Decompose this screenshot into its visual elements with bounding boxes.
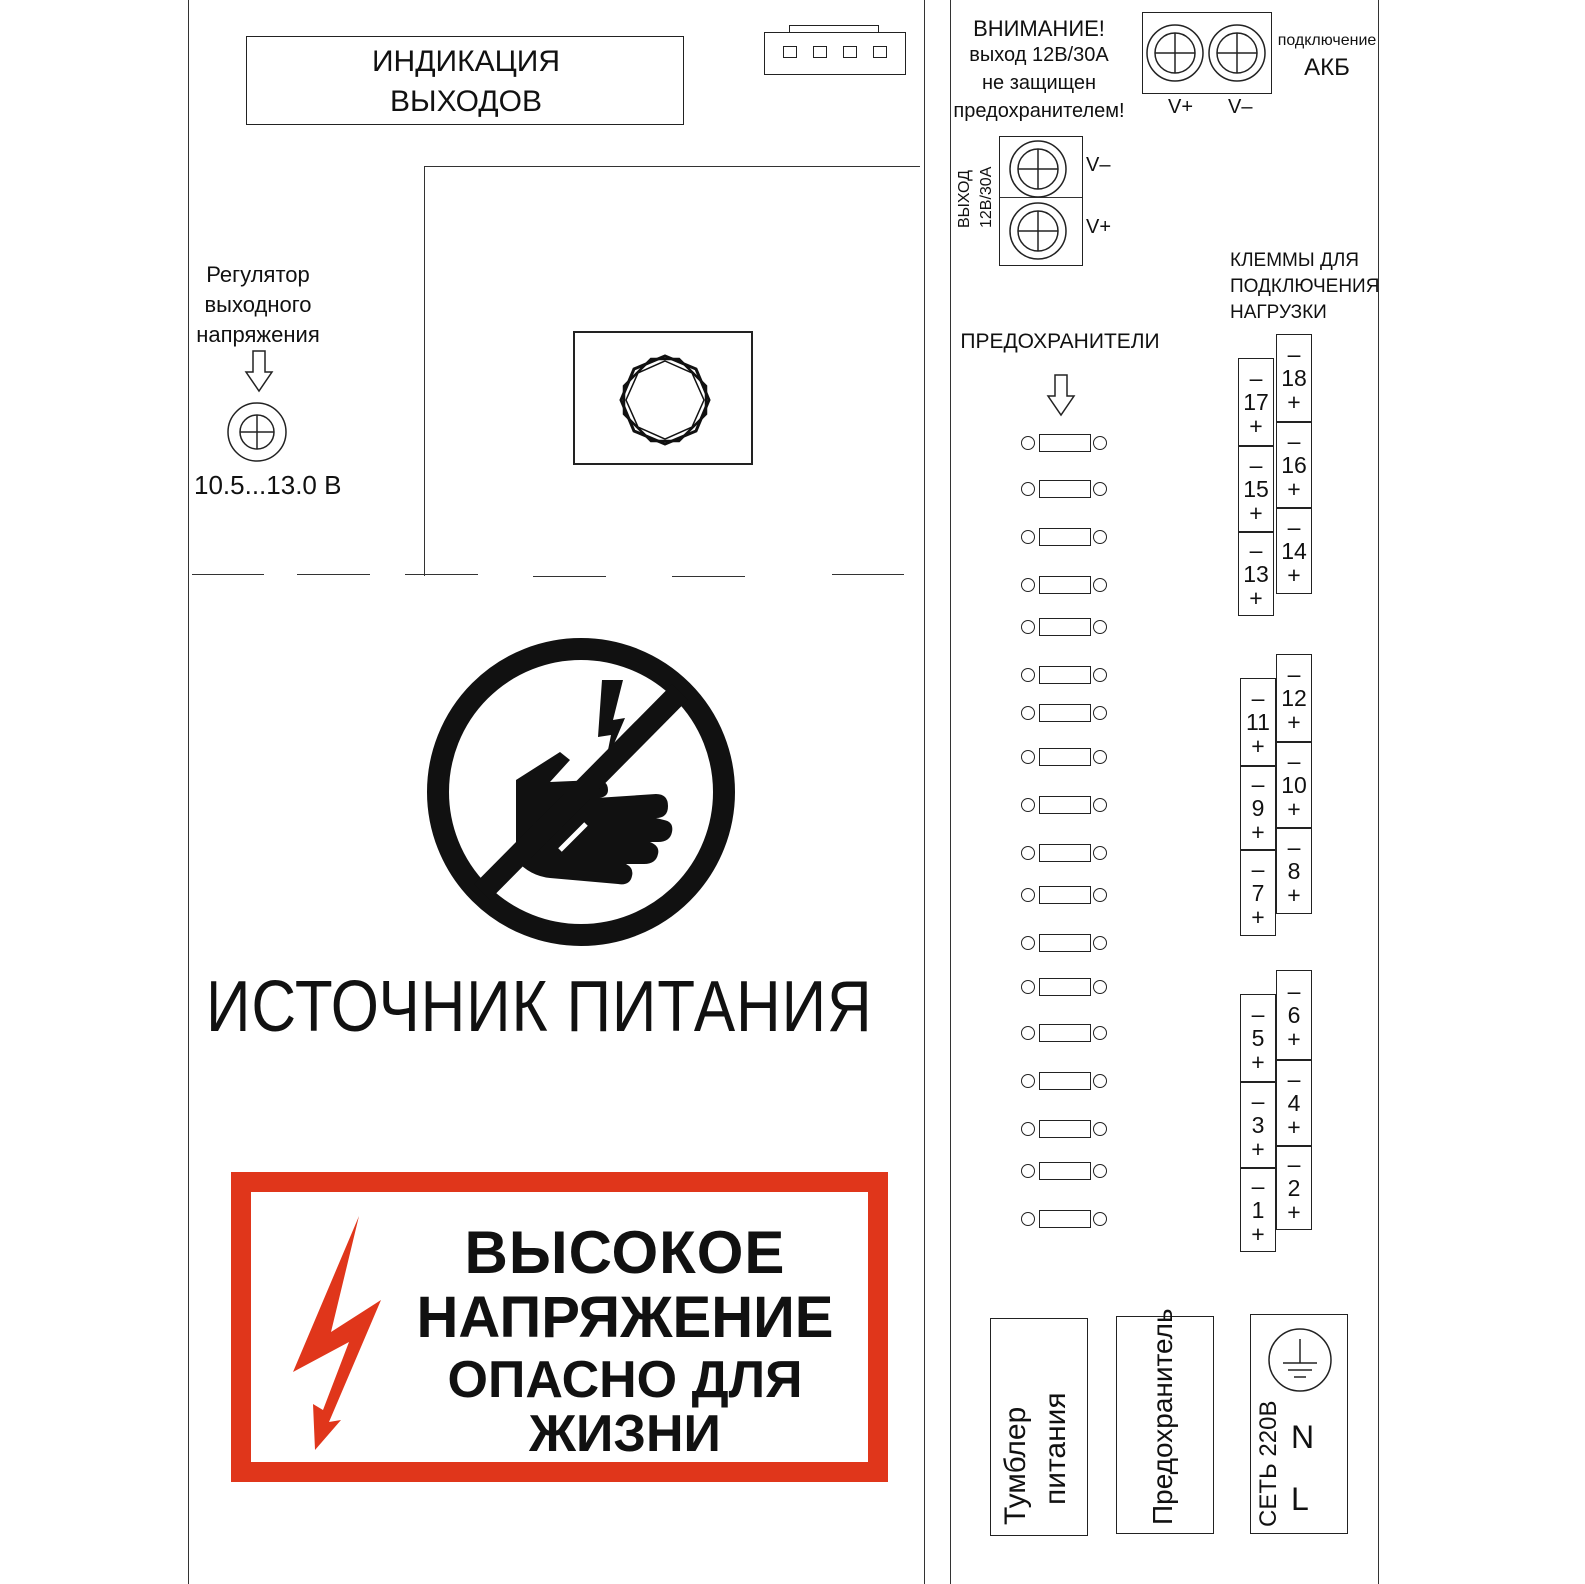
mains-fuse-box[interactable]	[1116, 1308, 1214, 1534]
terminal-number: 13	[1243, 561, 1269, 587]
mains-fuse-label: Предохранитель	[1147, 1308, 1178, 1525]
mains-label: СЕТЬ 220В	[1255, 1400, 1282, 1527]
fuse-contact	[1093, 482, 1107, 496]
load-terminal[interactable]	[1276, 508, 1312, 594]
dash-3	[405, 574, 478, 575]
fuse-body	[1039, 886, 1091, 904]
power-switch-label-line1: Тумблер	[999, 1406, 1032, 1525]
load-terminal[interactable]	[1276, 1060, 1312, 1146]
regulator-label-line1: Регулятор	[206, 262, 310, 287]
terminal-number: 9	[1251, 795, 1265, 821]
terminal-minus-sign: –	[1251, 685, 1265, 711]
fuse-contact	[1093, 1164, 1107, 1178]
output-vminus-label: V–	[1086, 154, 1111, 176]
output-vplus-label: V+	[1086, 216, 1112, 238]
indication-line1: ИНДИКАЦИЯ	[371, 45, 560, 78]
indication-box	[246, 36, 684, 125]
warning-line4: предохранителем!	[953, 100, 1125, 122]
dash-6	[832, 574, 904, 575]
frame-left	[188, 0, 189, 1584]
neutral-label: N	[1291, 1419, 1315, 1455]
terminals-title-line1: КЛЕММЫ ДЛЯ	[1230, 250, 1360, 271]
terminal-number: 14	[1281, 538, 1307, 564]
fuse-contact	[1093, 1212, 1107, 1226]
terminal-plus-sign: +	[1251, 733, 1265, 759]
terminal-minus-sign: –	[1287, 341, 1301, 367]
fuse-holder[interactable]	[1021, 1024, 1111, 1044]
fuse-contact	[1021, 798, 1035, 812]
terminal-minus-sign: –	[1249, 452, 1263, 478]
fuse-contact	[1021, 706, 1035, 720]
fuse-contact	[1093, 888, 1107, 902]
output-label-line1: ВЫХОД	[956, 170, 973, 228]
fuse-body	[1039, 666, 1091, 684]
terminal-number: 5	[1251, 1025, 1265, 1051]
warning-line2: выход 12В/30А	[969, 44, 1109, 66]
fuse-body	[1039, 576, 1091, 594]
fuse-contact	[1021, 1122, 1035, 1136]
load-terminal[interactable]	[1238, 358, 1274, 446]
terminal-plus-sign: +	[1251, 819, 1265, 845]
warning-line3: не защищен	[981, 72, 1097, 94]
terminal-minus-sign: –	[1251, 1173, 1265, 1199]
fuse-holder[interactable]	[1021, 748, 1111, 768]
terminal-plus-sign: +	[1251, 1049, 1265, 1075]
terminal-plus-sign: +	[1287, 882, 1301, 908]
terminal-number: 17	[1243, 389, 1269, 415]
fuse-contact	[1093, 436, 1107, 450]
fuse-contact	[1021, 1164, 1035, 1178]
fuse-contact	[1021, 1212, 1035, 1226]
terminal-number: 18	[1281, 365, 1307, 391]
terminal-minus-sign: –	[1287, 661, 1301, 687]
board-edge-top	[424, 166, 920, 167]
dash-1	[192, 574, 264, 575]
fuse-contact	[1021, 1074, 1035, 1088]
load-terminal[interactable]	[1240, 994, 1276, 1082]
dash-5	[672, 576, 745, 577]
terminal-plus-sign: +	[1251, 1136, 1265, 1162]
fuse-holder[interactable]	[1021, 796, 1111, 816]
terminal-number: 6	[1287, 1002, 1301, 1028]
fuse-holder[interactable]	[1021, 886, 1111, 906]
output-terminal-block	[999, 136, 1083, 266]
regulator-label-line3: напряжения	[196, 322, 320, 347]
terminal-minus-sign: –	[1287, 428, 1301, 454]
battery-vplus-label: V+	[1168, 96, 1194, 118]
fuse-holder[interactable]	[1021, 576, 1111, 596]
terminal-number: 4	[1287, 1090, 1301, 1116]
danger-line1: ВЫСОКОЕ	[464, 1219, 786, 1286]
fuse-contact	[1093, 750, 1107, 764]
fuse-body	[1039, 618, 1091, 636]
power-switch-box[interactable]	[990, 1318, 1088, 1536]
terminal-minus-sign: –	[1249, 365, 1263, 391]
fuse-contact	[1021, 750, 1035, 764]
regulator-label-line2: выходного	[204, 292, 312, 317]
fuse-holder[interactable]	[1021, 480, 1111, 500]
fuse-contact	[1093, 530, 1107, 544]
load-terminal[interactable]	[1276, 654, 1312, 742]
terminal-number: 1	[1251, 1197, 1265, 1223]
terminals-title-line3: НАГРУЗКИ	[1230, 302, 1327, 323]
fuse-holder[interactable]	[1021, 666, 1111, 686]
fuse-body	[1039, 748, 1091, 766]
terminal-minus-sign: –	[1251, 856, 1265, 882]
fuse-body	[1039, 1162, 1091, 1180]
dash-4	[533, 576, 606, 577]
no-touch-sign-icon	[420, 640, 742, 942]
fuse-contact	[1021, 980, 1035, 994]
terminal-minus-sign: –	[1251, 1001, 1265, 1027]
terminal-number: 10	[1281, 772, 1307, 798]
frame-right	[1378, 0, 1379, 1584]
load-terminal[interactable]	[1276, 742, 1312, 828]
regulator-range: 10.5...13.0 В	[194, 470, 342, 500]
terminal-minus-sign: –	[1251, 771, 1265, 797]
fuse-contact	[1093, 798, 1107, 812]
fuses-title: ПРЕДОХРАНИТЕЛИ	[960, 330, 1160, 353]
terminal-minus-sign: –	[1287, 834, 1301, 860]
fuse-contact	[1093, 980, 1107, 994]
fuse-contact	[1021, 1026, 1035, 1040]
terminal-plus-sign: +	[1287, 562, 1301, 588]
fuse-holder[interactable]	[1021, 1120, 1111, 1140]
fuse-body	[1039, 796, 1091, 814]
terminal-number: 16	[1281, 452, 1307, 478]
fuse-contact	[1093, 1122, 1107, 1136]
fuse-contact	[1021, 936, 1035, 950]
terminal-plus-sign: +	[1287, 389, 1301, 415]
load-terminal[interactable]	[1276, 1146, 1312, 1230]
terminal-plus-sign: +	[1287, 476, 1301, 502]
fuse-holder[interactable]	[1021, 1162, 1111, 1182]
divider-line-2	[950, 0, 951, 1584]
terminal-plus-sign: +	[1287, 709, 1301, 735]
fuse-holder[interactable]	[1021, 1210, 1111, 1230]
battery-plus-screw-icon[interactable]	[1145, 23, 1205, 83]
fuse-holder[interactable]	[1021, 978, 1111, 998]
fuse-contact	[1021, 530, 1035, 544]
fuse-holder[interactable]	[1021, 934, 1111, 954]
fuses-down-arrow-icon	[1046, 374, 1076, 418]
fuse-holder[interactable]	[1021, 434, 1111, 454]
terminal-minus-sign: –	[1287, 1151, 1301, 1177]
terminal-number: 8	[1287, 858, 1301, 884]
fuse-body	[1039, 934, 1091, 952]
fuse-body	[1039, 1210, 1091, 1228]
terminal-number: 7	[1251, 880, 1265, 906]
fuse-body	[1039, 704, 1091, 722]
load-terminal[interactable]	[1276, 828, 1312, 914]
load-terminal[interactable]	[1276, 334, 1312, 422]
fuse-body	[1039, 1024, 1091, 1042]
terminal-plus-sign: +	[1251, 904, 1265, 930]
battery-vminus-label: V–	[1228, 96, 1253, 118]
fuse-body	[1039, 978, 1091, 996]
terminal-minus-sign: –	[1287, 514, 1301, 540]
fuse-contact	[1021, 846, 1035, 860]
terminal-plus-sign: +	[1251, 1221, 1265, 1247]
fuse-contact	[1093, 936, 1107, 950]
fuse-contact	[1021, 620, 1035, 634]
load-terminal[interactable]	[1240, 766, 1276, 850]
terminal-plus-sign: +	[1287, 1114, 1301, 1140]
output-minus-screw-icon[interactable]	[1008, 139, 1068, 199]
load-terminal[interactable]	[1238, 532, 1274, 616]
fuse-body	[1039, 480, 1091, 498]
fuse-body	[1039, 1072, 1091, 1090]
fuse-contact	[1021, 578, 1035, 592]
fuse-holder[interactable]	[1021, 618, 1111, 638]
dash-2	[297, 574, 370, 575]
fuse-holder[interactable]	[1021, 1072, 1111, 1092]
battery-label-line2: АКБ	[1304, 54, 1350, 81]
danger-line4: ЖИЗНИ	[529, 1405, 721, 1463]
load-terminal[interactable]	[1238, 446, 1274, 532]
fuse-body	[1039, 844, 1091, 862]
terminal-number: 12	[1281, 685, 1307, 711]
mains-input-box	[1250, 1314, 1348, 1534]
fuse-holder[interactable]	[1021, 704, 1111, 724]
load-terminal[interactable]	[1240, 1168, 1276, 1252]
terminal-minus-sign: –	[1287, 1066, 1301, 1092]
regulator-knob-icon[interactable]	[226, 402, 288, 464]
terminal-plus-sign: +	[1287, 796, 1301, 822]
fuse-contact	[1093, 578, 1107, 592]
danger-line2: НАПРЯЖЕНИЕ	[416, 1285, 834, 1350]
fuse-contact	[1021, 482, 1035, 496]
terminal-plus-sign: +	[1287, 1199, 1301, 1225]
cable-gland-box	[573, 331, 753, 465]
battery-minus-screw-icon[interactable]	[1207, 23, 1267, 83]
fuse-contact	[1093, 620, 1107, 634]
power-switch-label-line2: питания	[1039, 1392, 1072, 1505]
terminals-title-line2: ПОДКЛЮЧЕНИЯ	[1230, 276, 1380, 297]
terminal-plus-sign: +	[1249, 500, 1263, 526]
fuse-contact	[1021, 888, 1035, 902]
fuse-contact	[1021, 668, 1035, 682]
line-label: L	[1291, 1481, 1309, 1517]
fuse-contact	[1093, 1074, 1107, 1088]
ground-icon	[1267, 1327, 1333, 1393]
output-plus-screw-icon[interactable]	[1008, 201, 1068, 261]
battery-label-line1: подключение	[1277, 32, 1377, 49]
fuse-contact	[1093, 668, 1107, 682]
fuse-contact	[1093, 706, 1107, 720]
warning-line1: ВНИМАНИЕ!	[973, 16, 1105, 41]
divider-line-1	[924, 0, 925, 1584]
board-edge-left	[424, 166, 425, 576]
terminal-minus-sign: –	[1287, 978, 1301, 1004]
fuse-body	[1039, 528, 1091, 546]
terminal-minus-sign: –	[1251, 1088, 1265, 1114]
connector-header	[764, 32, 906, 75]
danger-line3: ОПАСНО ДЛЯ	[447, 1351, 803, 1409]
load-terminal[interactable]	[1240, 1082, 1276, 1168]
indication-line2: ВЫХОДОВ	[390, 85, 542, 118]
fuse-body	[1039, 1120, 1091, 1138]
load-terminal[interactable]	[1240, 678, 1276, 766]
fuse-body	[1039, 434, 1091, 452]
terminal-number: 11	[1246, 709, 1270, 735]
danger-sign	[231, 1172, 888, 1482]
terminal-plus-sign: +	[1249, 585, 1263, 611]
fuse-holder[interactable]	[1021, 844, 1111, 864]
fuse-contact	[1021, 436, 1035, 450]
terminal-plus-sign: +	[1249, 413, 1263, 439]
terminal-number: 2	[1287, 1175, 1301, 1201]
terminal-plus-sign: +	[1287, 1026, 1301, 1052]
battery-terminal-block	[1142, 12, 1272, 94]
terminal-number: 3	[1251, 1112, 1265, 1138]
fuse-contact	[1093, 846, 1107, 860]
load-terminal[interactable]	[1240, 850, 1276, 936]
fuse-holder[interactable]	[1021, 528, 1111, 548]
terminal-minus-sign: –	[1287, 748, 1301, 774]
main-title: ИСТОЧНИК ПИТАНИЯ	[206, 967, 873, 1047]
terminal-minus-sign: –	[1249, 537, 1263, 563]
terminal-number: 15	[1243, 476, 1269, 502]
load-terminal[interactable]	[1276, 970, 1312, 1060]
down-arrow-icon	[244, 350, 274, 394]
fuse-contact	[1093, 1026, 1107, 1040]
gland-icon	[615, 350, 715, 450]
load-terminal[interactable]	[1276, 422, 1312, 508]
output-label-line2: 12В/30А	[978, 166, 995, 228]
